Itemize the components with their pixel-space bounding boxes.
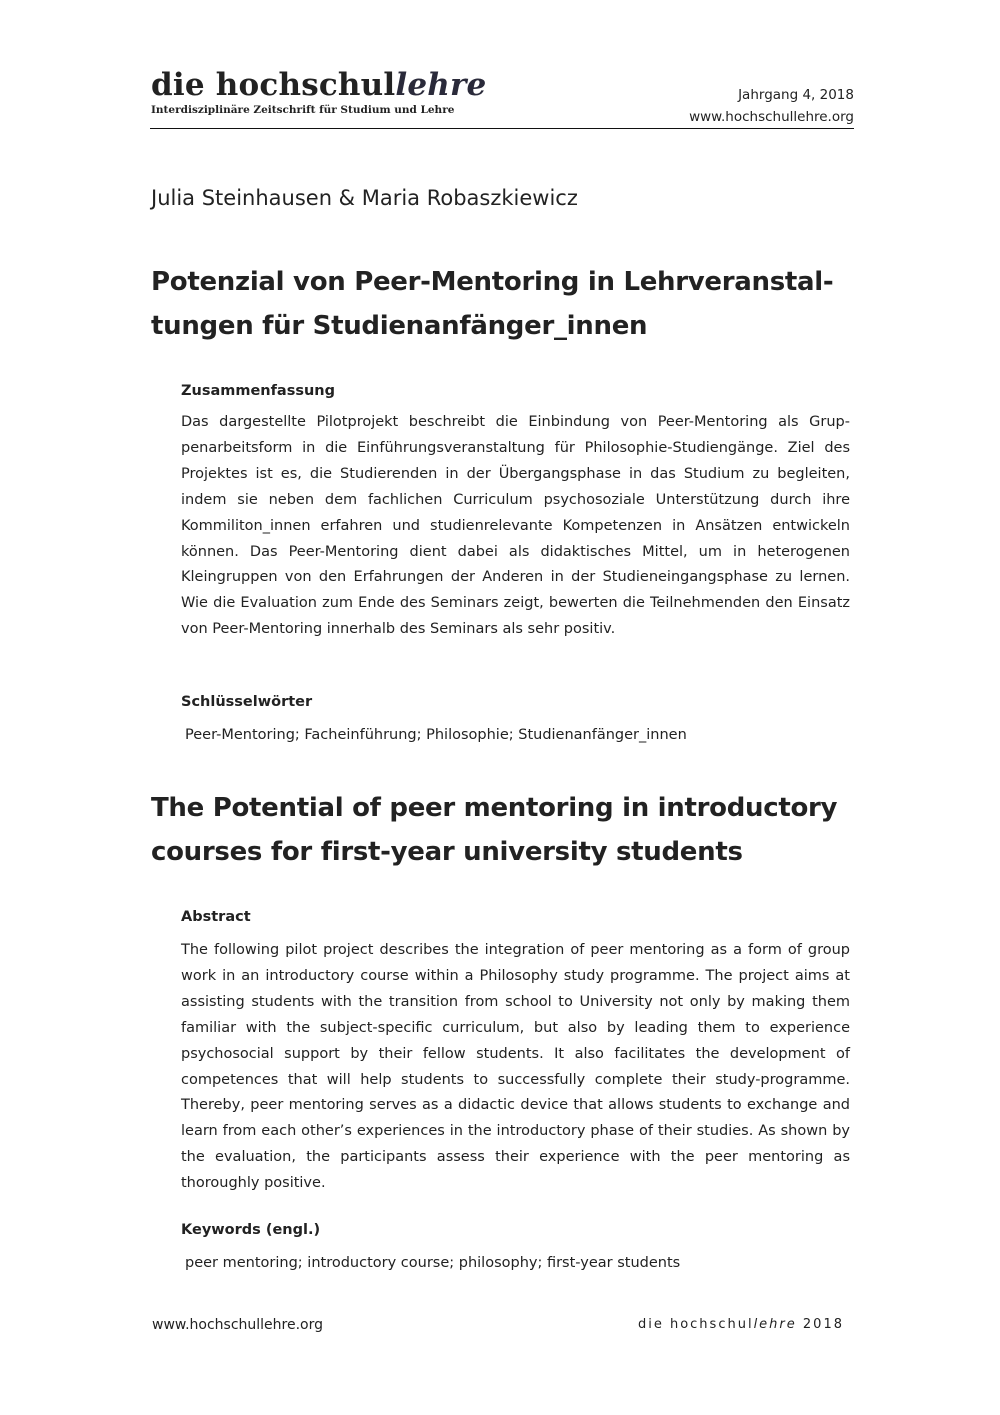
footer-journal-italic: lehre — [753, 1317, 797, 1332]
journal-name-italic: lehre — [395, 67, 487, 103]
abstract-text: The following pilot project describes the integration of peer mentoring as a form of group work in an introductory course within a Philosophy study programme. The project aims at assisting students with the transition from school to University not only by making them familiar with the subject-specific curriculum, but also by leading them to experience psychosocial support by their fellow students. It also facilitates the development of competences that will help students to successfully complete their study-programme. Thereby, peer mentoring serves as a didactic device that allows students to exchange and learn from each other’s experiences in the introductory phase of their studies. As shown by the evaluation, the participants assess their experience with the peer mentoring as thoroughly positive. — [181, 942, 850, 1192]
journal-masthead — [151, 68, 486, 117]
footer-journal — [638, 1313, 844, 1337]
article-title-german: Potenzial von Peer-Mentoring in Lehrveranstaltungen für Studienanfänger_innen — [151, 267, 834, 341]
keywords-heading-german: Schlüsselwörter — [181, 694, 313, 710]
keywords-english: peer mentoring; introductory course; philosophy; first-year students — [185, 1255, 681, 1271]
abstract-heading: Abstract — [181, 909, 251, 925]
header-divider — [150, 128, 854, 129]
journal-name-regular: die hochschul — [151, 67, 396, 103]
article-title-english: The Potential of peer mentoring in introductory courses for first-year university students — [151, 793, 838, 867]
header-meta — [689, 84, 854, 128]
journal-subtitle: Interdisziplinäre Zeitschrift für Studium und Lehre — [151, 104, 455, 116]
footer-year: 2018 — [802, 1317, 844, 1332]
footer-website: www.hochschullehre.org — [152, 1317, 324, 1333]
header-website: www.hochschullehre.org — [689, 109, 854, 125]
article-authors: Julia Steinhausen & Maria Robaszkiewicz — [151, 186, 578, 210]
summary-heading: Zusammenfassung — [181, 383, 336, 399]
keywords-heading-english: Keywords (engl.) — [181, 1222, 321, 1238]
keywords-german: Peer-Mentoring; Facheinführung; Philosophie; Studienanfänger_innen — [185, 727, 687, 743]
journal-logo — [151, 68, 486, 102]
footer-journal-regular: die hochschul — [637, 1317, 754, 1332]
summary-text: Das dargestellte Pilotprojekt beschreibt die Einbindung von Peer-Mentoring als Gruppenarbeitsform in die Einführungsveranstaltung für Philosophie-Studiengänge. Ziel des Projektes ist es, die Studierenden in der Übergangsphase in das Studium zu begleiten, indem sie neben dem fachlichen Curriculum psychosoziale Unterstützung durch ihre Kommiliton_innen erfahren und studienrelevante Kompetenzen in Ansätzen entwickeln können. Das Peer-Mentoring dient dabei als didaktisches Mittel, um in heterogenen Kleingruppen von den Erfahrungen der Anderen in der Studieneingangsphase zu lernen. Wie die Evaluation zum Ende des Seminars zeigt, bewerten die Teilnehmenden den Einsatz von Peer-Mentoring innerhalb des Seminars als sehr positiv. — [181, 414, 850, 638]
volume-info: Jahrgang 4, 2018 — [738, 87, 854, 103]
